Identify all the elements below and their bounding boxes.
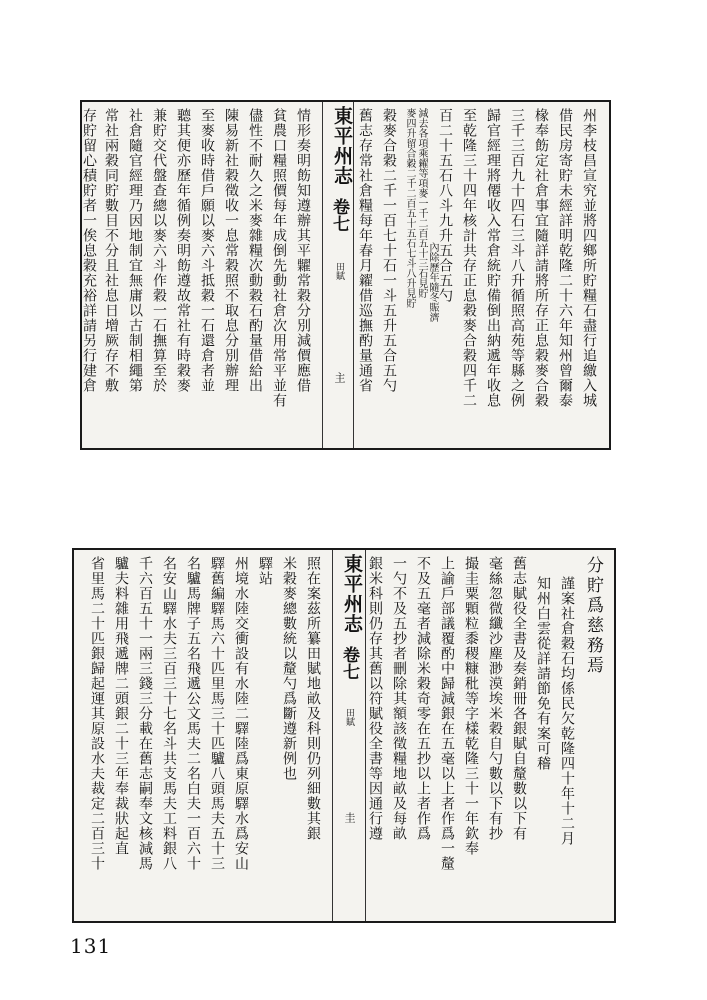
running-title: 東平州志 <box>331 106 353 186</box>
text-column: 千六百五十一兩三錢三分載在舊志嗣奉文核減馬 <box>137 556 153 871</box>
section-label: 田賦 <box>344 708 354 726</box>
bottom-page-panel <box>72 548 616 923</box>
text-column: 州境水陸交衝設有水陸二驛陸爲東原驛水爲安山 <box>233 556 249 871</box>
text-column: 歸官經理將僊收入常倉統貯備倒出納遞年收息 <box>485 108 501 408</box>
text-column: 情形奏明飭知遵辦其平糶常穀分別減價應借 <box>295 108 311 393</box>
section-heading: 分貯爲慈務焉 <box>583 556 603 676</box>
text-column: 驢夫料雜用飛遞牌二頭銀二十三年奉裁狀起直 <box>113 556 129 856</box>
note-column: 麥四升留合穀二千二百五十五石七斗八升見貯 <box>404 108 415 308</box>
text-column: 米穀麥總數統以釐勺爲斷遵新例也 <box>281 556 297 781</box>
text-column: 陳易新社穀徵收一息常穀照不取息分別辦理 <box>223 108 239 393</box>
leaf-number: 主 <box>333 372 346 383</box>
text-column: 至乾隆三十四年核計共存正息穀麥合穀四千二 <box>461 108 477 408</box>
text-column: 貧農口糧照價每年成倒先動社倉次用常平並有 <box>271 108 287 408</box>
text-column: 銀米科則仍存其舊以符賦役全書等因通行遵 <box>367 556 383 841</box>
subsection-heading: 驛站 <box>257 556 273 586</box>
text-column: 舊志賦役全書及奏銷冊各銀賦自釐數以下有 <box>511 556 527 841</box>
text-column: 至麥收時借戶願以麥六斗抵穀一石還倉者並 <box>199 108 215 393</box>
text-column: 撮圭粟顆粒黍稷糠秕等字樣乾隆三十一年欽奉 <box>463 556 479 856</box>
juan-label: 卷七 <box>339 646 359 680</box>
text-column: 一勺不及五抄者刪除其額該徵糧地畝及每畝 <box>391 556 407 841</box>
section-label: 田賦 <box>334 262 344 280</box>
text-column: 兼貯交代盤查總以麥六斗作穀一石撫算至於 <box>151 108 167 393</box>
center-fold-strip <box>332 550 366 921</box>
text-column: 州李枝昌宣究並將四鄉所貯糧石盡行追繳入城 <box>581 108 597 408</box>
text-column: 常社兩穀同貯數目不分且社息日增厥存不敷 <box>103 108 119 393</box>
text-column: 不及五毫者減除米穀奇零在五抄以上者作爲 <box>415 556 431 841</box>
text-column: 毫絲忽微纖沙塵渺漠埃米穀自勺數以下有抄 <box>487 556 503 841</box>
text-column: 儘性不耐久之米麥雜糧次動穀石酌量借給出 <box>247 108 263 393</box>
text-column: 知州白雲從詳請節免有案可稽 <box>535 576 551 771</box>
juan-label: 卷七 <box>329 198 349 232</box>
text-column: 椽奉飭定社倉事宜隨詳請將所存正息穀麥合穀 <box>533 108 549 408</box>
text-column: 名驢馬牌子五名飛遞公文馬夫二名白夫一百六十 <box>185 556 201 871</box>
running-title: 東平州志 <box>341 554 363 634</box>
text-column: 照在案茲所纂田賦地畝及科則仍列細數其銀 <box>305 556 321 841</box>
text-column: 名安山驛水夫三百三十七名斗共支馬夫工料銀八 <box>161 556 177 871</box>
text-column: 借民房寄貯未經詳明乾隆二十六年知州曾爾泰 <box>557 108 573 408</box>
center-fold-strip <box>322 102 354 448</box>
text-column: 謹案社倉穀石均係民欠乾隆四十年十二月 <box>559 576 575 846</box>
text-column: 聽其便亦歷年循例奏明飭遵故常社有時穀麥 <box>175 108 191 393</box>
note-column: 內除歷年隨冬賑濟 <box>427 242 438 322</box>
text-column: 存貯留心積貯者一俟息穀充裕詳請另行建倉 <box>81 108 97 393</box>
top-page-panel <box>80 100 611 450</box>
text-column: 穀麥合穀二千一百七十石一斗五升五合五勺 <box>381 108 397 393</box>
page-number: 131 <box>70 934 112 958</box>
text-column: 省里馬二十匹銀歸起運其原設水夫裁定二百三十 <box>89 556 105 871</box>
text-column: 三千三百九十四石三斗八升循照高苑等縣之例 <box>509 108 525 408</box>
text-column: 社倉隨官經理乃因地制宜無庸以古制相繩第 <box>127 108 143 393</box>
text-column: 驛舊編驛馬六十匹里馬三十匹驢八頭馬夫五十三 <box>209 556 225 871</box>
text-column: 舊志存常社倉糧每年春月糴借巡撫酌量通省 <box>357 108 373 393</box>
text-column: 百二十五石八斗九升五合五勺 <box>437 108 453 303</box>
text-column: 上諭戶部議覆酌中歸減銀在五毫以上者作爲一釐 <box>439 556 455 871</box>
note-column: 減去各項乘糴等項麥一千二百五十三石見貯 <box>416 108 427 298</box>
leaf-number: 圭 <box>343 812 356 823</box>
